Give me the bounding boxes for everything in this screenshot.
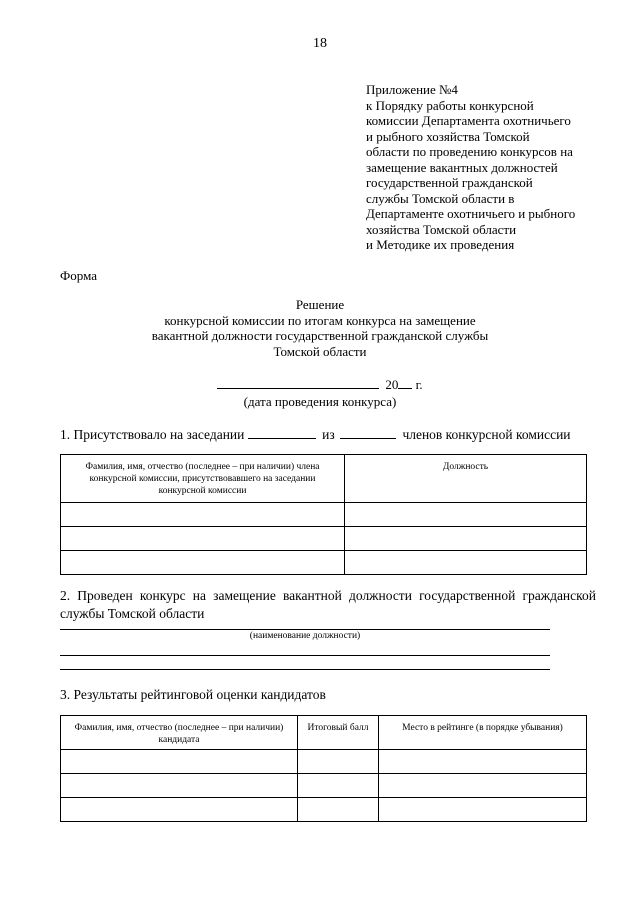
decision-subtitle-line: вакантной должности государственной гражданской службы xyxy=(151,328,489,343)
table-row xyxy=(61,551,587,575)
section1-attendance xyxy=(60,426,590,443)
table-cell[interactable] xyxy=(61,551,345,575)
table-cell[interactable] xyxy=(61,798,298,822)
position-name-line[interactable] xyxy=(60,655,550,656)
decision-title: Решение xyxy=(295,297,345,312)
attended-count-blank[interactable] xyxy=(248,426,316,439)
table-header-cell: Итоговый балл xyxy=(298,716,379,750)
table-cell[interactable] xyxy=(61,503,345,527)
date-block xyxy=(0,376,640,410)
table-cell[interactable] xyxy=(61,774,298,798)
table-cell[interactable] xyxy=(345,551,587,575)
table-row xyxy=(61,774,587,798)
table-row xyxy=(61,798,587,822)
table-row xyxy=(61,503,587,527)
section2-text: 2. Проведен конкурс на замещение вакантной должности государственной гражданской службы Томской области xyxy=(60,588,596,621)
section1-text: из xyxy=(322,427,335,442)
table-header-row xyxy=(61,455,587,503)
table-cell[interactable] xyxy=(61,750,298,774)
appendix-line: службы Томской области в xyxy=(366,190,515,206)
table-cell[interactable] xyxy=(379,774,587,798)
position-name-line[interactable] xyxy=(60,669,550,670)
decision-subtitle-line: Томской области xyxy=(273,343,367,359)
date-blank-line[interactable] xyxy=(217,376,379,389)
table-cell[interactable] xyxy=(345,527,587,551)
year-prefix: 20 xyxy=(385,377,399,392)
year-suffix: г. xyxy=(412,377,423,392)
section1-text: членов конкурсной комиссии xyxy=(402,427,571,442)
position-name-caption: (наименование должности) xyxy=(249,631,361,641)
appendix-line: хозяйства Томской области xyxy=(366,221,517,237)
table-cell[interactable] xyxy=(298,750,379,774)
appendix-note xyxy=(366,82,626,253)
table-cell[interactable] xyxy=(298,798,379,822)
decision-heading xyxy=(0,297,640,359)
table-cell[interactable] xyxy=(61,527,345,551)
table-row xyxy=(61,750,587,774)
date-caption: (дата проведения конкурса) xyxy=(243,394,397,409)
appendix-line: и рыбного хозяйства Томской xyxy=(366,128,530,144)
decision-subtitle-line: конкурсной комиссии по итогам конкурса на замещение xyxy=(164,312,476,328)
appendix-line: комиссии Департамента охотничьего xyxy=(366,113,571,128)
rating-table xyxy=(60,715,587,822)
appendix-line: и Методике их проведения xyxy=(366,237,515,252)
appendix-line: к Порядку работы конкурсной xyxy=(366,97,534,113)
table-header-cell: Фамилия, имя, отчество (последнее – при наличии) кандидата xyxy=(61,716,298,750)
table-header-cell: Фамилия, имя, отчество (последнее – при наличии) члена конкурсной комиссии, присутствовавшего на заседании конкурсной комиссии xyxy=(61,455,345,503)
table-cell[interactable] xyxy=(379,798,587,822)
appendix-line: государственной гражданской xyxy=(366,175,533,190)
appendix-line: Департаменте охотничьего и рыбного xyxy=(366,206,576,221)
table-row xyxy=(61,527,587,551)
total-count-blank[interactable] xyxy=(340,426,396,439)
table-cell[interactable] xyxy=(379,750,587,774)
table-header-cell: Место в рейтинге (в порядке убывания) xyxy=(379,716,587,750)
section3-title: 3. Результаты рейтинговой оценки кандидатов xyxy=(60,687,326,702)
table-header-row xyxy=(61,716,587,750)
section1-text: 1. Присутствовало на заседании xyxy=(60,427,245,442)
table-cell[interactable] xyxy=(345,503,587,527)
table-header-cell: Должность xyxy=(345,455,587,503)
commission-table xyxy=(60,454,587,575)
year-blank-line[interactable] xyxy=(398,376,412,389)
page-number: 18 xyxy=(313,36,327,51)
table-cell[interactable] xyxy=(298,774,379,798)
appendix-line: Приложение №4 xyxy=(366,82,458,97)
form-label: Форма xyxy=(60,268,97,283)
appendix-line: области по проведению конкурсов на xyxy=(366,144,573,159)
appendix-line: замещение вакантных должностей xyxy=(366,159,558,175)
position-name-line[interactable] xyxy=(60,629,550,630)
